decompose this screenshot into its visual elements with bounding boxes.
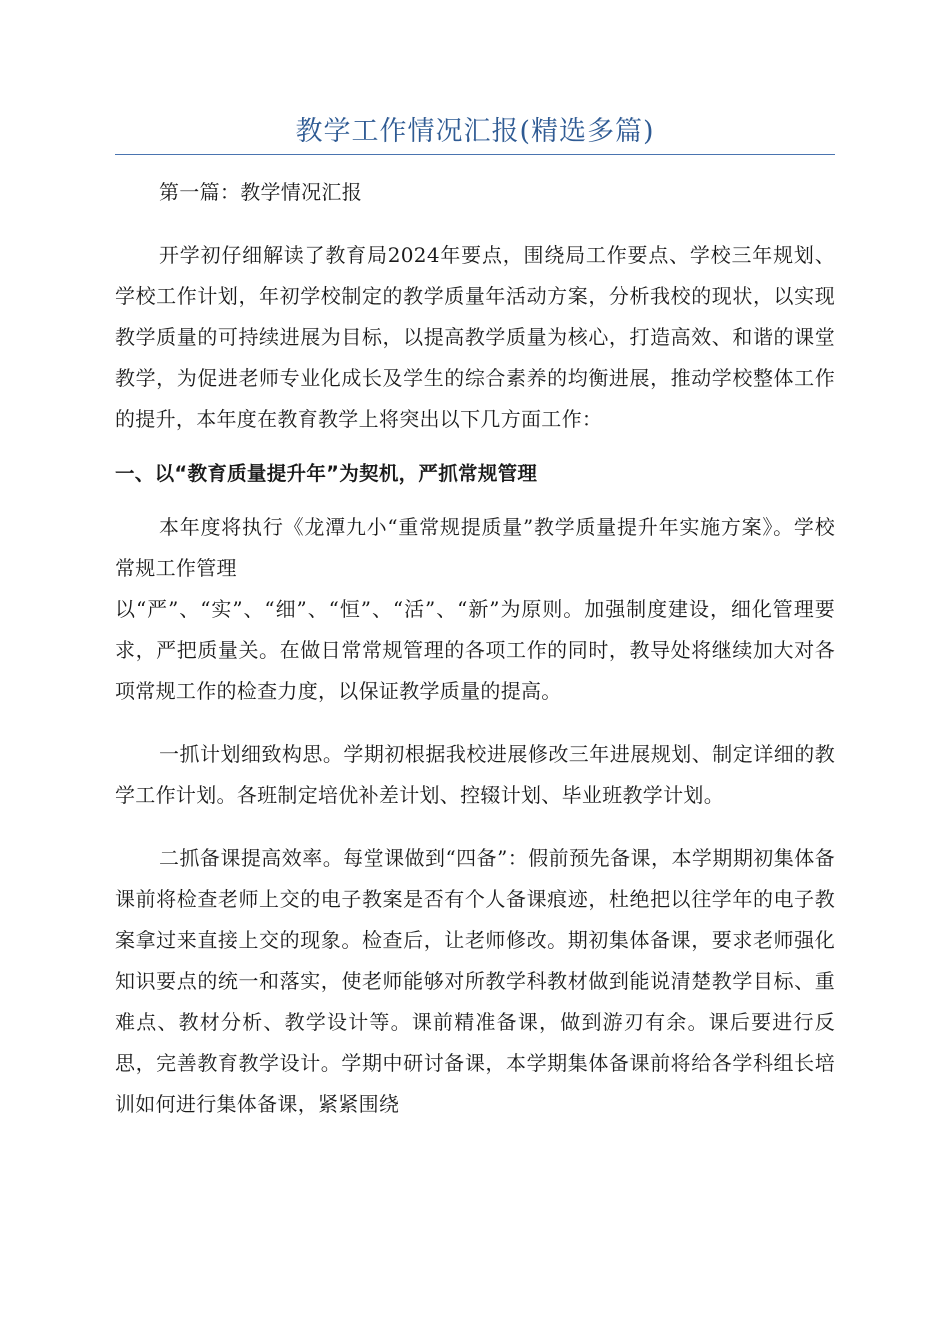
section-paragraph-continued: 以“严”、“实”、“细”、“恒”、“活”、“新”为原则。加强制度建设，细化管理要求，严把质量关。在做日常常规管理的各项工作的同时，教导处将继续加大对各项常规工作的检查力度，以保证教学质量的提高。 — [115, 597, 835, 703]
plan-paragraph: 一抓计划细致构思。学期初根据我校进展修改三年进展规划、制定详细的教学工作计划。各班制定培优补差计划、控辍计划、毕业班教学计划。 — [115, 742, 835, 807]
section-paragraph-line: 本年度将执行《龙潭九小“重常规提质量”教学质量提升年实施方案》。学校常规工作管理 — [115, 515, 835, 580]
document-title: 教学工作情况汇报(精选多篇) — [295, 116, 655, 147]
lesson-prep-paragraph: 二抓备课提高效率。每堂课做到“四备”：假前预先备课，本学期期初集体备课前将检查老师上交的电子教案是否有个人备课痕迹，杜绝把以往学年的电子教案拿过来直接上交的现象。检查后，让老师修改。期初集体备课，要求老师强化知识要点的统一和落实，使老师能够对所教学科教材做到能说清楚教学目标、重难点、教材分析、教学设计等。课前精准备课，做到游刃有余。课后要进行反思，完善教育教学设计。学期中研讨备课，本学期集体备课前将给各学科组长培训如何进行集体备课，紧紧围绕 — [115, 846, 835, 1116]
section-heading: 一、以“教育质量提升年”为契机，严抓常规管理 — [115, 462, 538, 485]
title-underline — [115, 154, 835, 155]
document-body — [115, 172, 835, 1125]
intro-paragraph: 开学初仔细解读了教育局2024年要点，围绕局工作要点、学校三年规划、学校工作计划，年初学校制定的教学质量年活动方案，分析我校的现状，以实现教学质量的可持续进展为目标，以提高教学质量为核心，打造高效、和谐的课堂教学，为促进老师专业化成长及学生的综合素养的均衡进展，推动学校整体工作的提升，本年度在教育教学上将突出以下几方面工作： — [115, 243, 835, 431]
subtitle: 第一篇：教学情况汇报 — [159, 180, 362, 204]
